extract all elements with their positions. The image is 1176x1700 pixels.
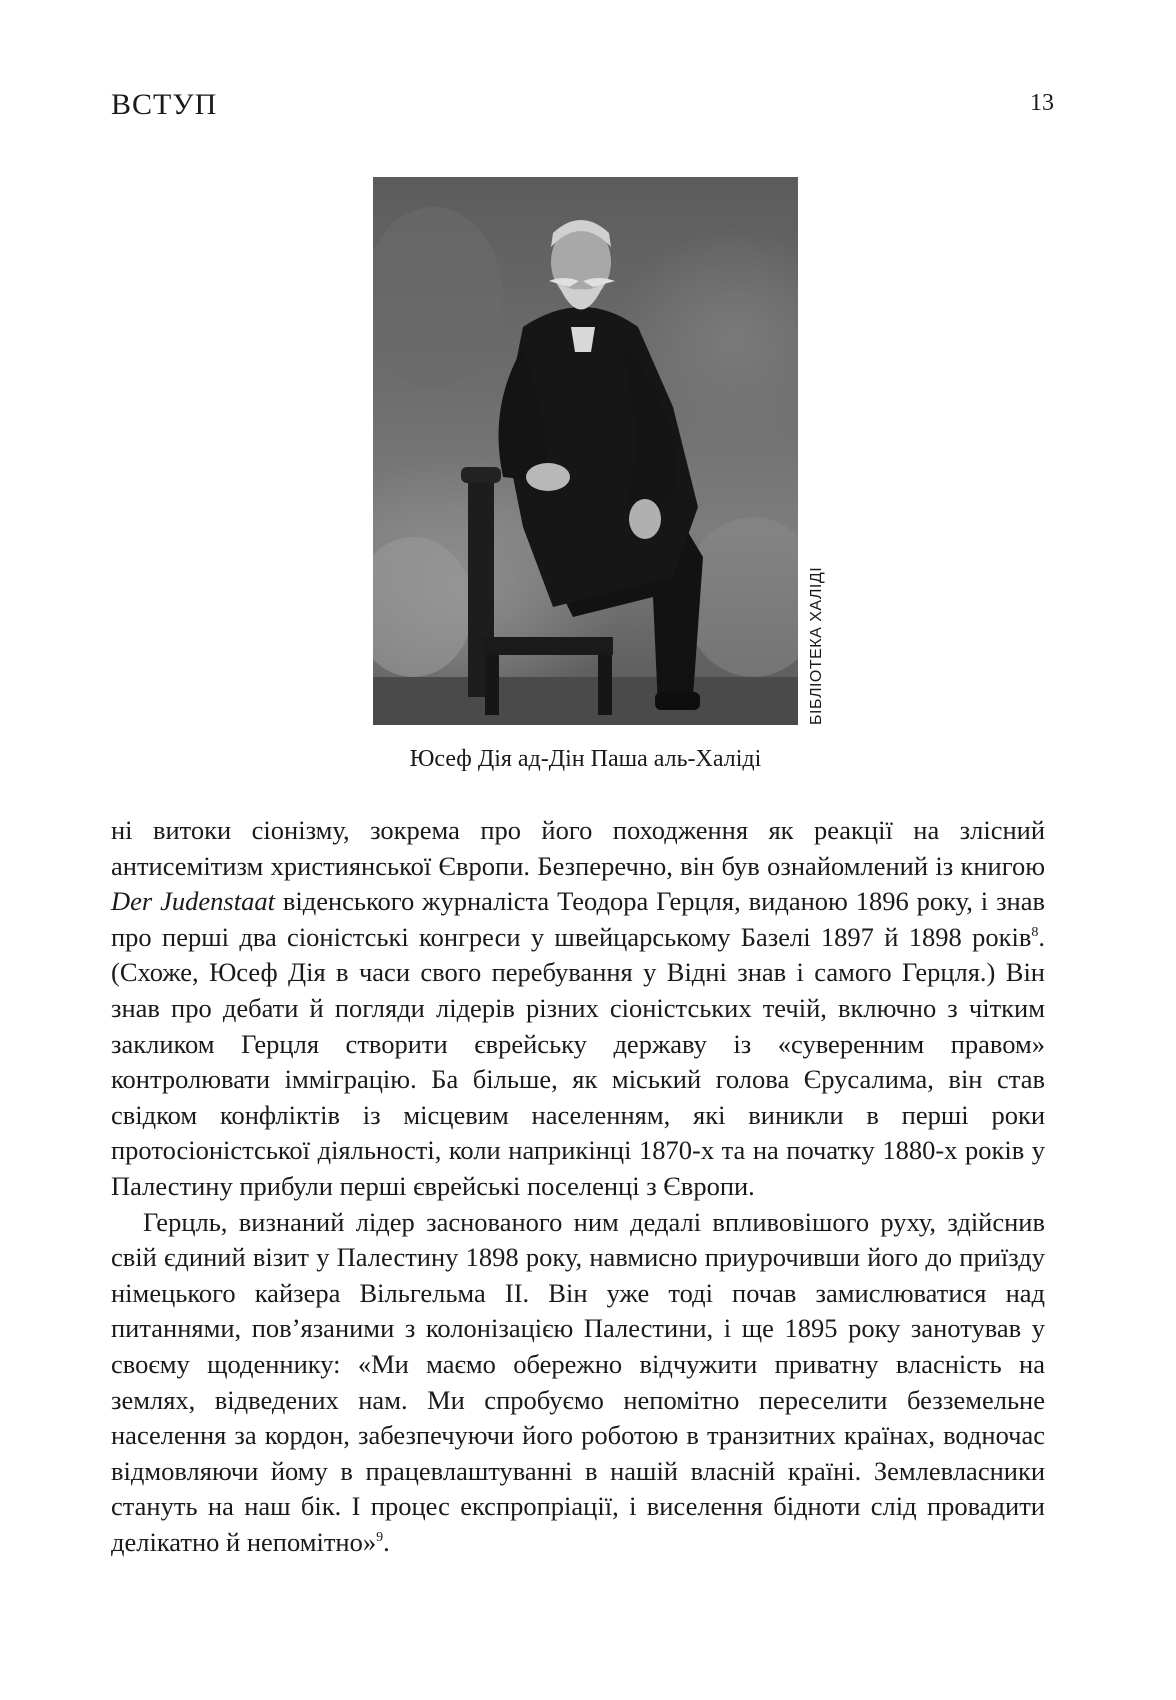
footnote-ref-8[interactable]: 8 xyxy=(1031,924,1039,940)
paragraph-1: ні витоки сіонізму, зокрема про його походження як реакції на злісний антисемітизм християнської Європи. Безперечно, він був ознайомлений із книгою Der Judenstaat віденського журналіста Теодора Герцля, виданою 1896 року, і знав про перші два сіоністські конгреси у швейцарському Базелі 1897 й 1898 років$^8$. (Схоже, Юсеф Дія в часи свого перебування у Відні знав і самого Герцля.) Він знав про дебати й погляди лідерів різних сіоністських течій, включно з чітким закликом Герцля створити єврейську державу із «суверенним правом» контролювати імміграцію. Ба більше, як міський голова Єрусалима, він став свідком конфліктів із місцевим населенням, які виникли в перші роки протосіоністської діяльності, коли наприкінці 1870-х та на початку 1880-х років у Палестину прибули перші єврейські поселенці з Європи. xyxy=(111,815,1045,1201)
body-text xyxy=(111,813,1045,1560)
page-number: 13 xyxy=(1030,90,1054,116)
figure-caption: Юсеф Дія ад-Дін Паша аль-Халіді xyxy=(409,746,762,772)
photo-credit: БІБЛІОТЕКА ХАЛІДІ xyxy=(808,566,825,725)
footnote-ref-9[interactable]: 9 xyxy=(376,1529,384,1545)
portrait-photo-icon xyxy=(373,177,798,725)
running-header: ВСТУП xyxy=(111,88,218,121)
book-title: Der Judenstaat xyxy=(111,886,275,917)
paragraph-2: Герцль, визнаний лідер заснованого ним дедалі впливовішого руху, здійснив свій єдиний візит у Палестину 1898 року, навмисно приурочивши його до приїзду німецького кайзера Вільгельма II. Він уже тоді почав замислюватися над питаннями, пов’язаними з колонізацією Палестини, і ще 1895 року занотував у своєму щоденнику: «Ми маємо обережно відчужити приватну власність на землях, відведених нам. Ми спробуємо непомітно переселити безземельне населення за кордон, забезпечуючи його роботою в транзитних країнах, водночас відмовляючи йому в працевлаштуванні в нашій власній країні. Землевласники стануть на наш бік. І процес експропріації, і виселення бідноти слід провадити делікатно й непомітно»$^9$. xyxy=(111,1206,1045,1557)
